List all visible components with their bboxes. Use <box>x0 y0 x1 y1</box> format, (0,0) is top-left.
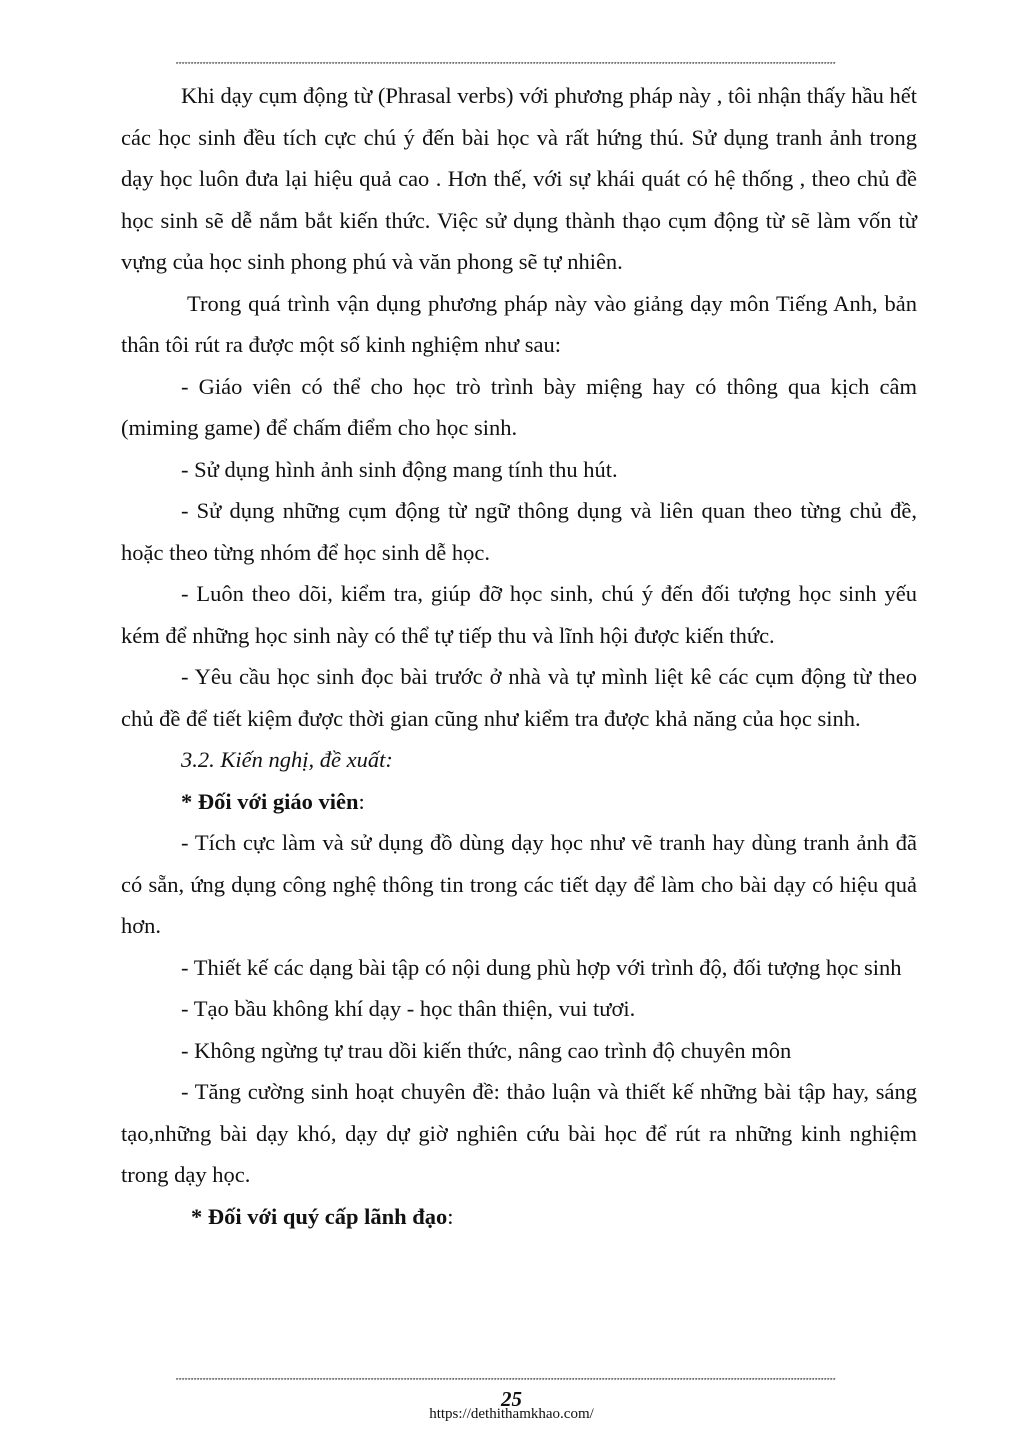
bullet-common-phrasal-verbs: - Sử dụng những cụm động từ ngữ thông dụng và liên quan theo từng chủ đề, hoặc theo từng nhóm để học sinh dễ học. <box>121 498 917 565</box>
page-body <box>121 75 917 1237</box>
paragraph-intro: Khi dạy cụm động từ (Phrasal verbs) với phương pháp này , tôi nhận thấy hầu hết các học sinh đều tích cực chú ý đến bài học và rất hứng thú. Sử dụng tranh ảnh trong dạy học luôn đưa lại hiệu quả cao . Hơn thế, với sự khái quát có hệ thống , theo chủ đề học sinh sẽ dễ nắm bắt kiến thức. Việc sử dụng thành thạo cụm động từ sẽ làm vốn từ vựng của học sinh phong phú và văn phong sẽ tự nhiên. <box>121 83 917 274</box>
bullet-homework: - Yêu cầu học sinh đọc bài trước ở nhà và tự mình liệt kê các cụm động từ theo chủ đề để tiết kiệm được thời gian cũng như kiểm tra được khả năng của học sinh. <box>121 664 917 731</box>
footer-asterisk-rule: **************************************************************************************************************************************************************************************************************************** <box>175 1378 836 1386</box>
subheading-leaders-label: * Đối với quý cấp lãnh đạo <box>191 1203 448 1229</box>
bullet-teacher-miming: - Giáo viên có thể cho học trò trình bày miệng hay có thông qua kịch câm (miming game) để chấm điểm cho học sinh. <box>121 373 917 440</box>
bullet-professional-activities: - Tăng cường sinh hoạt chuyên đề: thảo luận và thiết kế những bài tập hay, sáng tạo,những bài dạy khó, dạy dự giờ nghiên cứu bài học để rút ra những kinh nghiệm trong dạy học. <box>121 1079 917 1187</box>
subheading-leaders <box>121 1196 917 1238</box>
bullet-self-improvement: - Không ngừng tự trau dồi kiến thức, nâng cao trình độ chuyên môn <box>181 1037 792 1063</box>
paragraph-experience: Trong quá trình vận dụng phương pháp này vào giảng dạy môn Tiếng Anh, bản thân tôi rút ra được một số kinh nghiệm như sau: <box>121 290 917 357</box>
bullet-friendly-atmosphere: - Tạo bầu không khí dạy - học thân thiện, vui tươi. <box>181 996 636 1021</box>
section-heading-recommendations: 3.2. Kiến nghị, đề xuất: <box>181 747 393 772</box>
page-number: 25 <box>501 1387 522 1411</box>
footer-url: https://dethithamkhao.com/ <box>429 1406 594 1422</box>
header-asterisk-rule: **************************************************************************************************************************************************************************************************************************** <box>175 62 836 70</box>
bullet-teaching-aids: - Tích cực làm và sử dụng đồ dùng dạy học như vẽ tranh hay dùng tranh ảnh đã có sẵn, ứng dụng công nghệ thông tin trong các tiết dạy để làm cho bài dạy có hiệu quả hơn. <box>121 830 917 938</box>
bullet-images: - Sử dụng hình ảnh sinh động mang tính thu hút. <box>181 456 618 482</box>
colon: : <box>358 788 365 814</box>
bullet-monitor-students: - Luôn theo dõi, kiểm tra, giúp đỡ học sinh, chú ý đến đối tượng học sinh yếu kém để những học sinh này có thể tự tiếp thu và lĩnh hội được kiến thức. <box>121 581 917 648</box>
colon: : <box>447 1203 454 1229</box>
subheading-teachers-label: * Đối với giáo viên <box>181 788 359 814</box>
bullet-exercise-design: - Thiết kế các dạng bài tập có nội dung phù hợp với trình độ, đối tượng học sinh <box>181 954 902 980</box>
subheading-teachers <box>121 781 917 823</box>
